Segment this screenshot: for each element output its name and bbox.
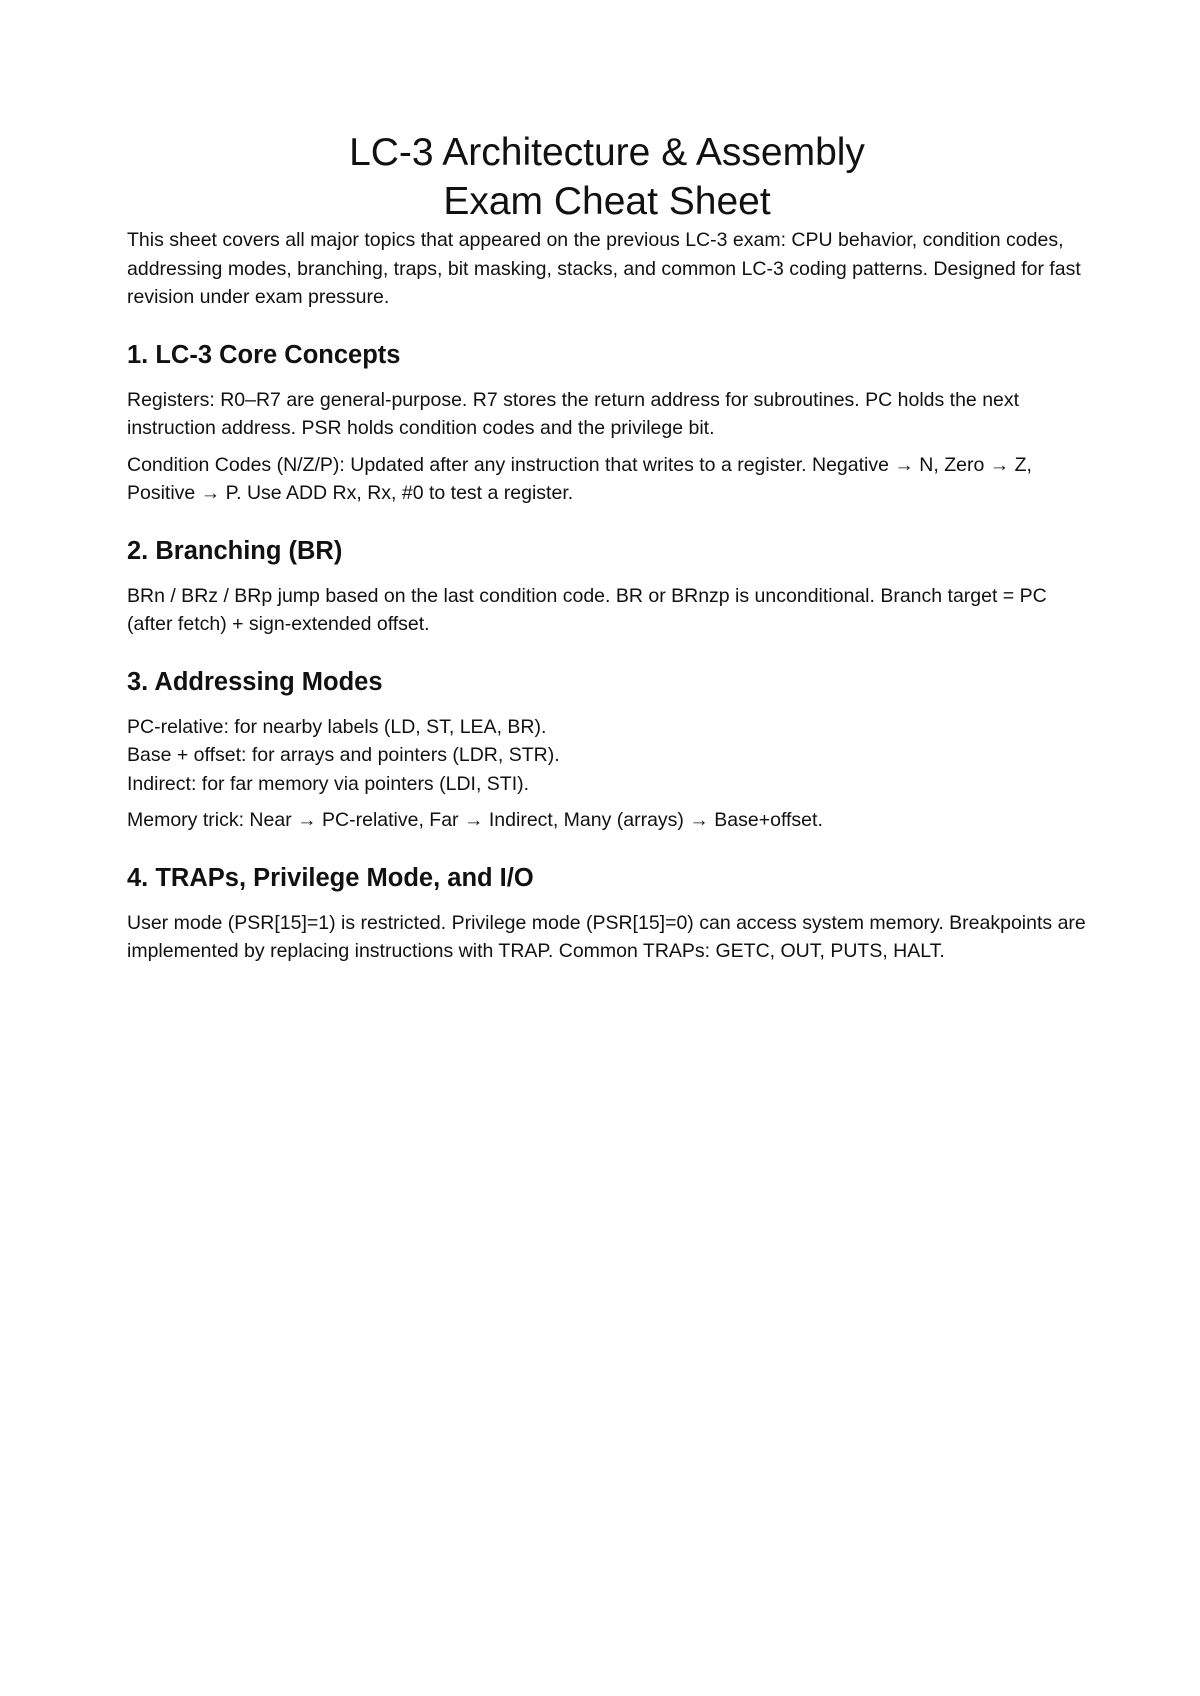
title-line-2: Exam Cheat Sheet (443, 180, 771, 223)
section-branching (127, 536, 1087, 639)
section-heading: 4. TRAPs, Privilege Mode, and I/O (127, 863, 534, 892)
section-core-concepts (127, 340, 1087, 508)
section-paragraph: BRn / BRz / BRp jump based on the last condition code. BR or BRnzp is unconditional. Branch target = PC (after fetch) + sign-extended offset. (127, 584, 1047, 635)
intro-paragraph: This sheet covers all major topics that appeared on the previous LC-3 exam: CPU behavior, condition codes, addressing modes, branching, traps, bit masking, stacks, and common LC-3 coding patterns. Designed for fast revision under exam pressure. (127, 229, 1081, 308)
section-heading: 1. LC-3 Core Concepts (127, 340, 401, 369)
addressing-mode-line: PC-relative: for nearby labels (LD, ST, LEA, BR). (127, 715, 547, 738)
section-paragraph: User mode (PSR[15]=1) is restricted. Privilege mode (PSR[15]=0) can access system memory. Breakpoints are implemented by replacing instructions with TRAP. Common TRAPs: GETC, OUT, PUTS, HALT. (127, 911, 1086, 962)
section-paragraph: Registers: R0–R7 are general-purpose. R7 stores the return address for subroutines. PC holds the next instruction address. PSR holds condition codes and the privilege bit. (127, 388, 1020, 439)
section-paragraph: Condition Codes (N/Z/P): Updated after any instruction that writes to a register. Negative → N, Zero → Z, Positive → P. Use ADD Rx, Rx, #0 to test a register. (127, 453, 1032, 504)
section-heading: 3. Addressing Modes (127, 667, 383, 696)
addressing-modes-list (127, 713, 1087, 799)
section-addressing-modes (127, 667, 1087, 835)
addressing-mode-line: Indirect: for far memory via pointers (LDI, STI). (127, 772, 530, 795)
addressing-mode-line: Base + offset: for arrays and pointers (LDR, STR). (127, 744, 560, 766)
section-traps-privilege-io (127, 863, 1087, 966)
document-content (127, 128, 1087, 966)
section-heading: 2. Branching (BR) (127, 536, 343, 565)
title-line-1: LC-3 Architecture & Assembly (349, 131, 865, 174)
section-paragraph: Memory trick: Near → PC-relative, Far → Indirect, Many (arrays) → Base+offset. (127, 809, 823, 831)
page-title (127, 128, 1087, 226)
